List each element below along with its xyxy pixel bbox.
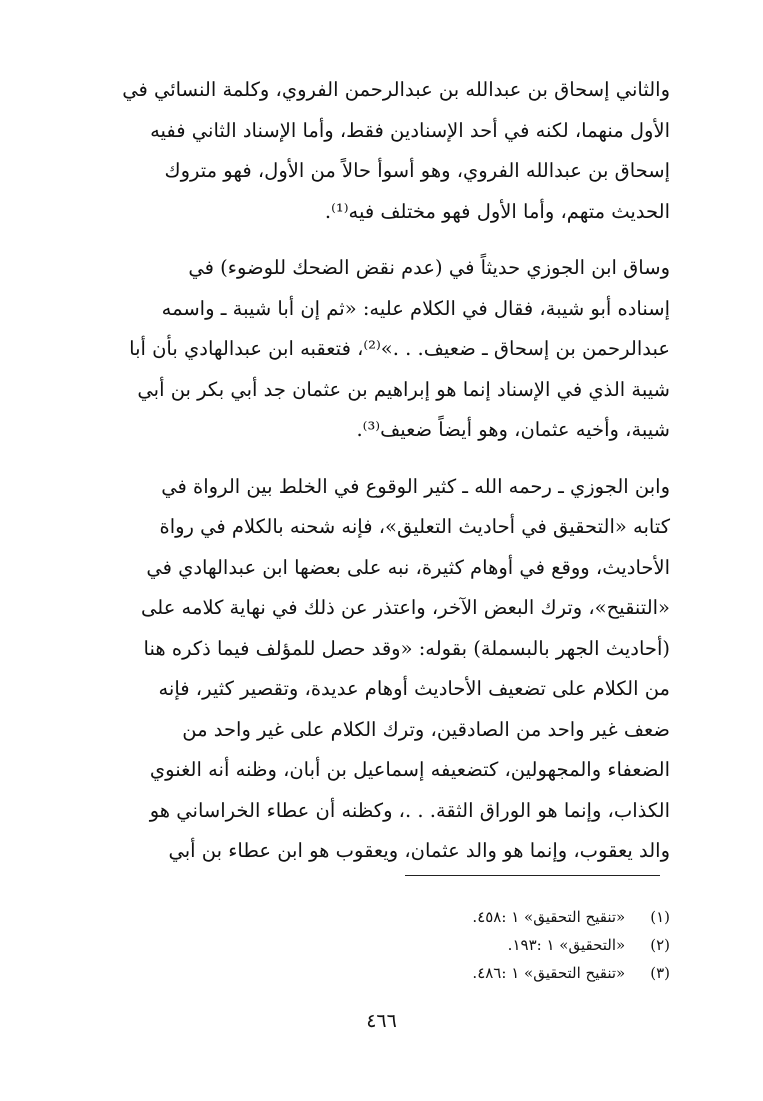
text-line: من الكلام على تضعيف الأحاديث أوهام عديدة، وتقصير كثير، فإنه bbox=[158, 677, 670, 700]
footnote-2 bbox=[250, 931, 670, 959]
text-line: عبدالرحمن بن إسحاق ـ ضعيف. . .»⁽²⁾، فتعقبه ابن عبدالهادي بأن أبا bbox=[129, 337, 670, 360]
text-line: وساق ابن الجوزي حديثاً في (عدم نقض الضحك للوضوء) في bbox=[188, 256, 670, 279]
paragraph-1 bbox=[100, 70, 670, 232]
text-line: «التنقيح»، وترك البعض الآخر، واعتذر عن ذلك في نهاية كلامه على bbox=[141, 596, 670, 619]
footnote-number: (٢) bbox=[650, 936, 670, 954]
text-line: إسحاق بن عبدالله الفروي، وهو أسوأ حالاً من الأول، فهو متروك bbox=[164, 159, 670, 182]
text-line: شيبة، وأخيه عثمان، وهو أيضاً ضعيف⁽³⁾. bbox=[356, 418, 670, 441]
paragraph-2 bbox=[100, 248, 670, 451]
footnote-text: «تنقيح التحقيق» ١ :٤٥٨. bbox=[472, 908, 626, 926]
paragraph-3 bbox=[100, 467, 670, 872]
text-line: شيبة الذي في الإسناد إنما هو إبراهيم بن عثمان جد أبي بكر بن أبي bbox=[137, 377, 670, 401]
footnote-1 bbox=[250, 903, 670, 931]
text-line: الكذاب، وإنما هو الوراق الثقة. . .، وكظنه أن عطاء الخراساني هو bbox=[149, 798, 670, 822]
footnote-separator bbox=[405, 875, 660, 876]
page-body bbox=[100, 70, 670, 872]
text-line: والد يعقوب، وإنما هو والد عثمان، ويعقوب هو ابن عطاء بن أبي bbox=[168, 839, 670, 862]
footnote-text: «التحقيق» ١ :١٩٣. bbox=[507, 936, 626, 954]
text-line: إسناده أبو شيبة، فقال في الكلام عليه: «ثم إن أبا شيبة ـ واسمه bbox=[161, 296, 670, 320]
text-line: وابن الجوزي ـ رحمه الله ـ كثير الوقوع في الخلط بين الرواة في bbox=[161, 474, 670, 498]
text-line: ضعف غير واحد من الصادقين، وترك الكلام على غير واحد من bbox=[182, 717, 670, 741]
text-line: الأحاديث، ووقع في أوهام كثيرة، نبه على بعضها ابن عبدالهادي في bbox=[146, 555, 670, 579]
footnote-3 bbox=[250, 959, 670, 987]
text-line: الحديث متهم، وأما الأول فهو مختلف فيه⁽¹⁾. bbox=[324, 199, 670, 223]
text-line: الأول منهما، لكنه في أحد الإسنادين فقط، وأما الإسناد الثاني ففيه bbox=[150, 118, 670, 142]
footnotes bbox=[250, 903, 670, 987]
footnote-number: (٣) bbox=[650, 964, 670, 982]
footnote-number: (١) bbox=[650, 908, 670, 926]
text-line: (أحاديث الجهر بالبسملة) بقوله: «وقد حصل للمؤلف فيما ذكره هنا bbox=[143, 636, 670, 660]
page-number: ٤٦٦ bbox=[366, 1010, 397, 1032]
footnote-text: «تنقيح التحقيق» ١ :٤٨٦. bbox=[472, 964, 626, 982]
text-line: كتابه «التحقيق في أحاديث التعليق»، فإنه شحنه بالكلام في رواة bbox=[159, 515, 670, 538]
text-line: الضعفاء والمجهولين، كتضعيفه إسماعيل بن أبان، وظنه أنه الغنوي bbox=[149, 758, 670, 781]
text-line: والثاني إسحاق بن عبدالله بن عبدالرحمن الفروي، وكلمة النسائي في bbox=[122, 78, 670, 101]
